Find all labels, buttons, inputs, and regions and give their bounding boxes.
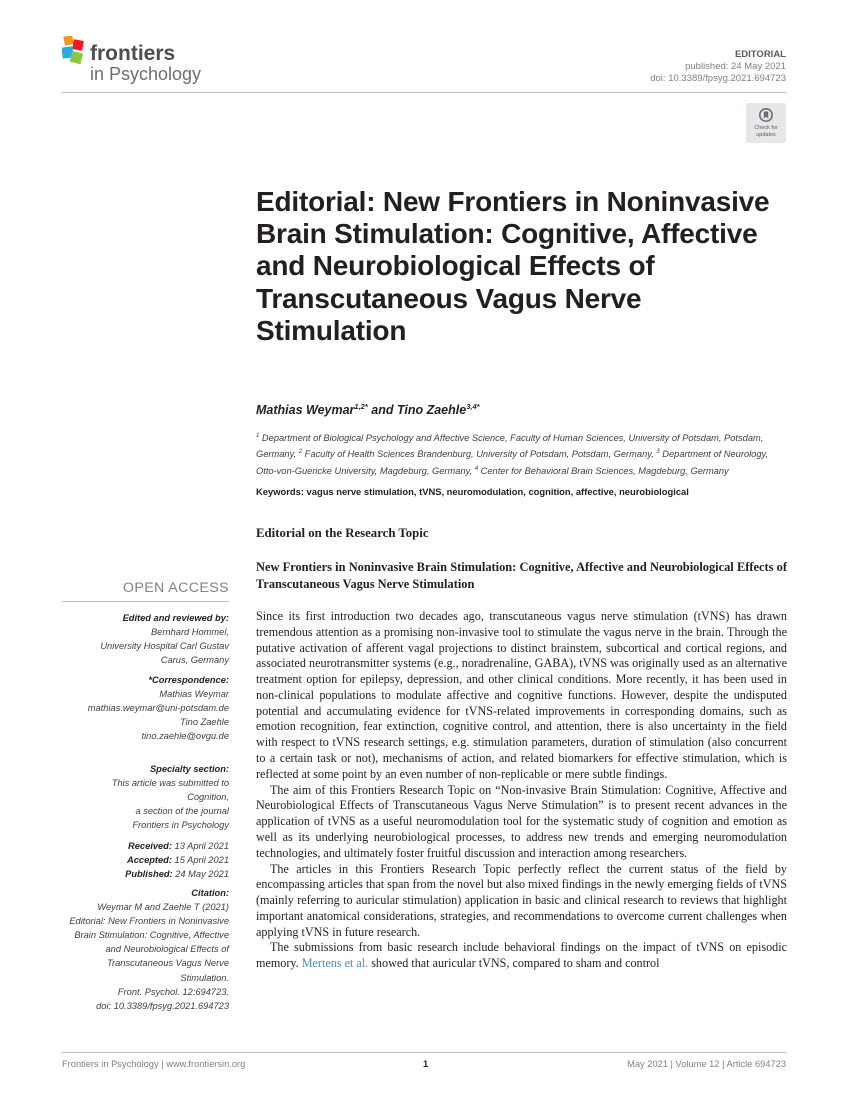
- article-meta: [650, 49, 786, 85]
- published-label: Published:: [125, 869, 173, 880]
- check-for-updates-badge[interactable]: [746, 103, 786, 143]
- publish-date: published: 24 May 2021: [685, 61, 786, 72]
- correspondence-label: *Correspondence:: [148, 675, 229, 685]
- affiliation-text: Faculty of Health Sciences Brandenburg, University of Potsdam, Potsdam, Germany,: [302, 449, 657, 460]
- correspondence-name: Tino Zaehle: [179, 717, 229, 728]
- citation-line: Stimulation.: [180, 972, 229, 983]
- frontiers-logo-icon: [62, 36, 86, 66]
- correspondence-email[interactable]: mathias.weymar@uni-potsdam.de: [87, 703, 229, 714]
- keywords-label: Keywords:: [256, 486, 304, 497]
- author-name[interactable]: Tino Zaehle: [396, 403, 467, 418]
- logo-text-journal: in Psychology: [90, 64, 202, 84]
- sidebar-specialty: [62, 762, 229, 832]
- edited-by-label: Edited and reviewed by:: [122, 613, 229, 623]
- author-name[interactable]: Mathias Weymar: [256, 403, 355, 418]
- author-affiliation-sup: 1,2*: [354, 402, 368, 411]
- journal-logo: [62, 36, 252, 86]
- specialty-label: Specialty section:: [149, 764, 229, 774]
- citation-line: Brain Stimulation: Cognitive, Affective: [74, 930, 229, 941]
- affiliation-text: Center for Behavioral Brain Sciences, Magdeburg, Germany: [478, 465, 729, 476]
- specialty-line: Frontiers in Psychology: [132, 820, 229, 831]
- sidebar-citation: [62, 886, 229, 1013]
- body-paragraph: The aim of this Frontiers Research Topic on “Non-invasive Brain Stimulation: Cognitive, Affective and Neurobiological Effects of Transcutaneous Vagus Nerve Stimulation” is to present recent advances in the application of tVNS as a useful neuromodulation tool for the systematic study of cognition and emotion as well as its underlying neurobiological processes, to address new trends and emerging neuromodulation technologies, and ultimately foster fruitful discussion and interaction among researchers.: [256, 782, 787, 860]
- editor-line: Bernhard Hommel,: [150, 627, 229, 638]
- page-number: 1: [423, 1059, 429, 1069]
- affiliation-number: 4: [474, 465, 479, 472]
- accepted-date: 15 April 2021: [171, 855, 229, 866]
- affiliation-number: 2: [298, 449, 303, 456]
- author-conjunction: and: [367, 403, 397, 418]
- affiliation-text: Department of Biological Psychology and Affective Science, Faculty of Human Sciences, University of Potsdam, Potsdam, Germany,: [256, 433, 764, 460]
- citation-line: Transcutaneous Vagus Nerve: [107, 958, 229, 969]
- article-type: EDITORIAL: [734, 49, 786, 60]
- article-body: [256, 609, 787, 972]
- sidebar-edited-by: [62, 611, 229, 667]
- specialty-line: a section of the journal: [135, 806, 229, 817]
- correspondence-name: Mathias Weymar: [159, 689, 229, 700]
- open-access-label: OPEN ACCESS: [122, 580, 229, 596]
- header-divider: [62, 92, 786, 93]
- received-date: 13 April 2021: [171, 841, 229, 851]
- author-line: [256, 402, 480, 417]
- check-for-updates-label: Check for updates: [754, 125, 778, 138]
- published-date: 24 May 2021: [172, 869, 229, 880]
- citation-line: and Neurobiological Effects of: [105, 944, 229, 955]
- footer-journal[interactable]: Frontiers in Psychology | www.frontiersin.org: [62, 1059, 246, 1069]
- body-text: showed that auricular tVNS, compared to sham and control: [368, 956, 660, 971]
- editor-line: Carus, Germany: [160, 655, 229, 666]
- accepted-label: Accepted:: [127, 855, 172, 866]
- keywords: [256, 486, 788, 497]
- citation-line: Front. Psychol. 12:694723.: [117, 986, 229, 997]
- editorial-on-heading: Editorial on the Research Topic: [256, 526, 429, 540]
- citation-line: Weymar M and Zaehle T (2021): [97, 902, 229, 913]
- specialty-line: This article was submitted to: [111, 778, 229, 789]
- sidebar-dates: [62, 839, 229, 881]
- research-topic-title[interactable]: New Frontiers in Noninvasive Brain Stimulation: Cognitive, Affective and Neurobiological Effects of Transcutaneous Vagus Nerve Stimulation: [256, 560, 787, 591]
- correspondence-email[interactable]: tino.zaehle@ovgu.de: [141, 731, 229, 742]
- logo-text-frontiers: frontiers: [90, 42, 176, 65]
- affiliations: [256, 429, 788, 478]
- footer-divider: [62, 1052, 786, 1053]
- body-text: The submissions from basic research include behavioral findings on the impact of tVNS on episodic memory.: [256, 940, 787, 971]
- citation-link[interactable]: Mertens et al.: [301, 956, 369, 971]
- editor-line: University Hospital Carl Gustav: [100, 641, 229, 652]
- citation-doi[interactable]: doi: 10.3389/fpsyg.2021.694723: [96, 1000, 229, 1011]
- citation-line: Editorial: New Frontiers in Noninvasive: [69, 916, 229, 927]
- affiliation-number: 3: [656, 449, 660, 456]
- article-title: Editorial: New Frontiers in Noninvasive Brain Stimulation: Cognitive, Affective and Neurobiological Effects of Transcutaneous Vagus Nerve Stimulation: [256, 186, 770, 346]
- affiliation-number: 1: [256, 433, 260, 439]
- body-paragraph: [256, 940, 787, 972]
- affiliation-text: Department of Neurology, Otto-von-Guericke University, Magdeburg, Germany,: [256, 449, 769, 476]
- keywords-value: vagus nerve stimulation, tVNS, neuromodulation, cognition, affective, neurobiological: [303, 486, 689, 497]
- sidebar-divider: [62, 601, 229, 602]
- citation-label: Citation:: [191, 888, 229, 898]
- footer-issue: May 2021 | Volume 12 | Article 694723: [627, 1059, 786, 1069]
- body-paragraph: Since its first introduction two decades ago, transcutaneous vagus nerve stimulation (tVNS) has drawn tremendous attention as a promising non-invasive tool to stimulate the vagus nerve in the brain. Through the putative activation of afferent vagal projections to distinct brainstem, subcortical and cortical regions, and associated neurotransmitter systems (e.g., noradrenaline, GABA), tVNS was originally used as an alternative treatment option for epilepsy, depression, and other clinical conditions. More recently, it has been used in non-clinical populations to modulate affective and cognitive functions. However, despite the undisputed potential and accumulating evidence for tVNS-related improvements in corresponding domains, such as emotion recognition, fear extinction, cognitive control, and attention, there is also uncertainty in the field with respect to tVNS research settings, e.g. stimulation parameters, duration of stimulation (also concurrent to a certain task or not), mechanisms of action, and related biomarkers for effective stimulation, which is reflected at some point by an even number of non-replicable or mere subtle findings.: [256, 609, 787, 781]
- bookmark-ring-icon: [759, 108, 773, 122]
- sidebar-correspondence: [62, 673, 229, 743]
- specialty-line: Cognition,: [187, 792, 229, 803]
- author-affiliation-sup: 3,4*: [466, 402, 480, 411]
- article-doi[interactable]: doi: 10.3389/fpsyg.2021.694723: [650, 73, 786, 84]
- body-paragraph: The articles in this Frontiers Research Topic perfectly reflect the current status of the field by encompassing articles that span from the novel but also mixed findings in the newly emerging fields of tVNS (mainly referring to auricular stimulation) application in basic and clinical research to reviews that highlight important anatomical considerations, strategies, and recommendations to overcome current challenges when applying tVNS in future research.: [256, 861, 787, 939]
- received-label: Received:: [128, 841, 172, 851]
